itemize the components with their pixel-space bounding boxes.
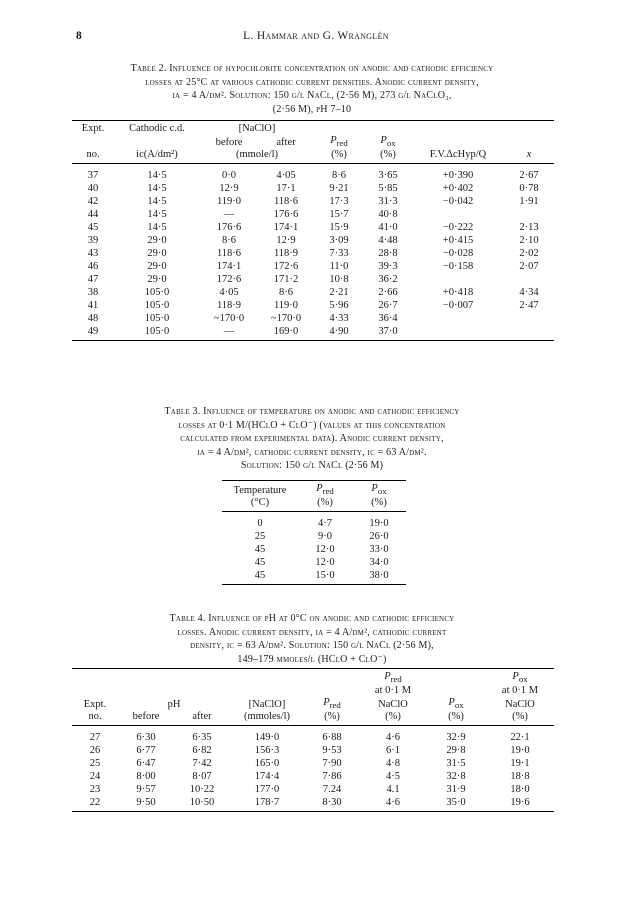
table2-cell (412, 273, 504, 286)
table4-cell: 22·1 (510, 732, 530, 744)
table4-cell: 35·0 (426, 796, 486, 812)
table2-cell: 4·05 (276, 170, 296, 182)
table2-caption-line: losses at 25°C at various cathodic current densities. Anodic current density, (145, 76, 479, 88)
table2-head-pred-unit: (%) (314, 149, 364, 164)
table2-row (72, 221, 554, 234)
table2-head-pox: $P_{ox}$ (380, 135, 396, 149)
table4-cell: 174·4 (254, 771, 280, 783)
table2-cell: 37 (87, 170, 99, 182)
table4-cell: 9·57 (136, 784, 156, 796)
table2-cell: 10·8 (329, 274, 349, 286)
table4-row (72, 726, 554, 745)
table2-cell: 12·9 (219, 183, 239, 195)
table2-cell: 4·33 (329, 313, 349, 325)
table2-head-blank (504, 135, 554, 149)
table2-cell: 105·0 (144, 313, 170, 325)
table2-cell: 8·6 (279, 287, 293, 299)
table2-cell: −0·028 (442, 248, 474, 260)
table3-row (222, 530, 406, 543)
table4-cell: 29·8 (446, 745, 466, 757)
table2-caption (60, 62, 564, 116)
table2-cell: 36·2 (378, 274, 398, 286)
table3-cell: 25 (254, 531, 266, 543)
table2-cell: ~170·0 (213, 313, 245, 325)
table2-cell: 36·4 (378, 313, 398, 325)
table4-head-blank (304, 685, 360, 697)
table3-cell: 45 (222, 569, 298, 585)
table2-cell: 11·0 (329, 261, 349, 273)
table2-row (72, 208, 554, 221)
table3-cell: 9·0 (318, 531, 332, 543)
table4-cell: 6·82 (192, 745, 212, 757)
table2-cell: +0·402 (442, 183, 474, 195)
table4-row (72, 783, 554, 796)
table4-caption-line: 149–179 mmoles/l (HClO + ClO⁻) (237, 653, 387, 665)
table4-cell: 4.1 (386, 784, 400, 796)
table2-cell: 2·10 (519, 235, 539, 247)
table2-head-blank (72, 135, 114, 149)
table2-row (72, 234, 554, 247)
table2-row (72, 299, 554, 312)
table4-head-blank (230, 669, 304, 686)
table2-cell: 2·66 (378, 287, 398, 299)
table2-cell: 2·02 (519, 248, 539, 260)
table2-cell (504, 273, 554, 286)
table3-cell: 34·0 (369, 557, 389, 569)
table2-cell: ~170·0 (270, 313, 302, 325)
table4-head-expt: Expt. (83, 699, 107, 711)
table2-head-blank (412, 121, 504, 136)
table4-head-blank (426, 669, 486, 686)
table2-cell: 17·3 (329, 196, 349, 208)
table4-cell: 177·0 (254, 784, 280, 796)
table2-cell: 14·5 (147, 222, 167, 234)
table2-head-after: after (276, 137, 296, 149)
table4-cell: 6·77 (136, 745, 156, 757)
table3-row (222, 556, 406, 569)
table4-cell: 25 (89, 758, 101, 770)
table4-head-after: after (174, 711, 230, 726)
table4-head-pox01-at: at 0·1 M (501, 685, 539, 697)
table2-cell: −0·042 (442, 196, 474, 208)
table3-head-pox-unit: (%) (352, 497, 406, 512)
table4-cell: 7·42 (192, 758, 212, 770)
table2-body (72, 164, 554, 341)
table2-cell: 0·78 (519, 183, 539, 195)
table2-head-blank (412, 135, 504, 149)
table3-head-pred: $P_{red}$ (298, 481, 352, 498)
table4-caption (100, 612, 524, 666)
table2-cell: 171·2 (273, 274, 299, 286)
table2-cell: 118·9 (273, 248, 299, 260)
table4-head-blank (174, 669, 230, 686)
table3-cell: 45 (254, 557, 266, 569)
table2-cell: 14·5 (147, 196, 167, 208)
table4-cell: 6·1 (386, 745, 400, 757)
table2-cell: 41·0 (378, 222, 398, 234)
table2-cell: 119·0 (216, 196, 242, 208)
table2-caption-line: Table 2. Influence of hypochlorite concentration on anodic and cathodic efficiency (130, 63, 494, 74)
table4-head-pox: $P_{ox}$ (448, 697, 464, 711)
table2-head-blank (504, 121, 554, 136)
table2-cell: 9·21 (329, 183, 349, 195)
table2-cell: 15·7 (329, 209, 349, 221)
table4-cell: 165·0 (254, 758, 280, 770)
table4-head-pred: $P_{red}$ (323, 697, 341, 711)
table2-cell: +0·418 (442, 287, 474, 299)
table4-row (72, 796, 554, 812)
table2-cell (504, 325, 554, 341)
table3-head-temp-unit: (°C) (222, 497, 298, 512)
table2-cell: 43 (87, 248, 99, 260)
table2-cell: −0·007 (442, 300, 474, 312)
table2-cell: 3·65 (378, 170, 398, 182)
table4-cell: 6·35 (192, 732, 212, 744)
table4-cell: 7·86 (322, 771, 342, 783)
table4-head-no: no. (72, 711, 118, 726)
table2-cell: 2·47 (519, 300, 539, 312)
table2-cell: −0·158 (442, 261, 474, 273)
table3-caption-line: ia = 4 A/dm², cathodic current density, ic = 63 A/dm². (197, 446, 427, 458)
table2-head-fv: F.V.ΔcHyp/Q (412, 149, 504, 164)
table4-cell: 4·8 (386, 758, 400, 770)
table2-cell: 40 (87, 183, 99, 195)
table3-body (222, 512, 406, 585)
table2-cell: 172·6 (216, 274, 242, 286)
table4-head-pred01: $P_{red}$ (360, 669, 426, 686)
table2-cell: — (223, 209, 235, 221)
table2-cell: 45 (87, 222, 99, 234)
table4-head-blank (304, 669, 360, 686)
table3-caption-line: Table 3. Influence of temperature on anodic and cathodic efficiency (164, 406, 460, 417)
table3-cell: 12·0 (315, 557, 335, 569)
table2-cell: 29·0 (147, 235, 167, 247)
table4-cell: 4·5 (386, 771, 400, 783)
running-header (76, 30, 556, 46)
table4-cell: 149·0 (254, 732, 280, 744)
table4-cell: 19·0 (510, 745, 530, 757)
table4-cell: 9·50 (118, 796, 174, 812)
table2-row (72, 182, 554, 195)
table4-head-pox01-unit: (%) (486, 711, 554, 726)
table4-cell: 23 (89, 784, 101, 796)
table2-cell (504, 312, 554, 325)
table2-head-expt: Expt. (72, 121, 114, 136)
table3-caption-line: Solution: 150 g/l NaCl (2·56 M) (240, 460, 384, 471)
table2-cell: 38 (87, 287, 99, 299)
table2-cell: 8·6 (332, 170, 346, 182)
table4-cell: 8·07 (192, 771, 212, 783)
table3-caption-line: calculated from experimental data). Anodic current density, (180, 433, 444, 444)
table4-head-blank (230, 685, 304, 697)
table3-cell: 26·0 (369, 531, 389, 543)
table4-cell: 32·8 (446, 771, 466, 783)
table2-cell: −0·222 (442, 222, 474, 234)
table2-cell: 119·0 (273, 300, 299, 312)
table3-cell: 33·0 (369, 544, 389, 556)
table2-caption-line: (2·56 M), pH 7–10 (272, 103, 352, 115)
table2-cell: 41 (87, 300, 99, 312)
table4-cell: 6·30 (136, 732, 156, 744)
table4-cell: 7·90 (322, 758, 342, 770)
table4-cell: 8·00 (136, 771, 156, 783)
table2-cell: 44 (87, 209, 99, 221)
table4-head-pox01-naclo: NaClO (505, 699, 535, 711)
table4-row (72, 757, 554, 770)
table4-cell: 27 (89, 732, 101, 744)
table3-head-pox: $P_{ox}$ (352, 481, 406, 498)
table4-head-pred01-unit: (%) (360, 711, 426, 726)
table3-cell: 12·0 (315, 544, 335, 556)
table2-cell (412, 312, 504, 325)
table4-head-ph: pH (167, 699, 181, 711)
table4-cell: 19·6 (486, 796, 554, 812)
table2-cell: 15·9 (329, 222, 349, 234)
table2-cell: +0·415 (442, 235, 474, 247)
table2-cell: 0·0 (222, 170, 236, 182)
table2-row (72, 247, 554, 260)
table2-head-blank (114, 135, 200, 149)
table2-cell: 1·91 (519, 196, 539, 208)
table2-head-no: no. (72, 149, 114, 164)
table4-cell: 18·8 (510, 771, 530, 783)
table2-cell: 2·13 (519, 222, 539, 234)
table4-cell: 19·1 (510, 758, 530, 770)
table2-cell: 105·0 (114, 325, 200, 341)
table2-head-x: x (504, 149, 554, 164)
table2-cell: 31·3 (378, 196, 398, 208)
running-head-authors: L. Hammar and G. Wranglén (243, 30, 389, 42)
table2-cell: 12·9 (276, 235, 296, 247)
table4-head-blank (72, 685, 118, 697)
table2-head-naclo-unit: (mmole/l) (200, 149, 314, 164)
table2-cell: 4·90 (314, 325, 364, 341)
table3-row (222, 543, 406, 556)
table2-row (72, 260, 554, 273)
table4-head-pox-unit: (%) (426, 711, 486, 726)
table4-cell: 10·50 (174, 796, 230, 812)
table2-cell: 2·21 (329, 287, 349, 299)
table2-cell: 118·9 (216, 300, 242, 312)
table3 (222, 480, 406, 585)
table4-head-blank (72, 669, 118, 686)
table2-cell (412, 208, 504, 221)
table4-cell: 4·6 (360, 796, 426, 812)
table2-cell: — (200, 325, 258, 341)
table3-head-temp: Temperature (222, 481, 298, 498)
table4-cell: 8·30 (304, 796, 360, 812)
table3-row (222, 569, 406, 585)
table4-cell: 4·6 (386, 732, 400, 744)
table2-cell: 42 (87, 196, 99, 208)
table4-cell: 31·9 (446, 784, 466, 796)
table4-cell: 156·3 (254, 745, 280, 757)
table3-cell: 38·0 (352, 569, 406, 585)
table4-cell: 6·88 (322, 732, 342, 744)
table4-cell: 22 (72, 796, 118, 812)
table2-cell: 105·0 (144, 287, 170, 299)
table3-cell: 0 (257, 518, 263, 530)
table2-cell (412, 325, 504, 341)
table3-head-pred-unit: (%) (298, 497, 352, 512)
table2-cell: 39·3 (378, 261, 398, 273)
table2-cell: 29·0 (147, 261, 167, 273)
table2-head-ic-unit: ic(A/dm²) (114, 149, 200, 164)
table4-head-blank (118, 685, 174, 697)
table2-cell: 176·6 (216, 222, 242, 234)
table2-row (72, 325, 554, 341)
table4-cell: 10·22 (189, 784, 215, 796)
table2-cell: +0·390 (442, 170, 474, 182)
table3-caption (100, 405, 524, 473)
table4-cell: 24 (89, 771, 101, 783)
table2-cell: 174·1 (216, 261, 242, 273)
table4-cell: 26 (89, 745, 101, 757)
table4-row (72, 770, 554, 783)
table2-cell: 105·0 (144, 300, 170, 312)
table4-head-before: before (118, 711, 174, 726)
table2-cell: 4·34 (519, 287, 539, 299)
table4-cell: 6·47 (136, 758, 156, 770)
table4-row (72, 744, 554, 757)
table2-cell: 29·0 (147, 274, 167, 286)
table3-cell: 15·0 (298, 569, 352, 585)
table2-cell: 172·6 (273, 261, 299, 273)
table2-head-pred: $P_{red}$ (330, 135, 348, 149)
table2-row (72, 312, 554, 325)
table2-head-naclo: [NaClO] (200, 121, 314, 136)
table2-head-before: before (215, 137, 243, 149)
table2-cell: 28·8 (378, 248, 398, 260)
table4-cell: 18·0 (510, 784, 530, 796)
table4-head-blank (426, 685, 486, 697)
table2-cell: 14·5 (147, 209, 167, 221)
table2-cell: 5·96 (329, 300, 349, 312)
table4-head-pred-unit: (%) (304, 711, 360, 726)
table4-head-naclo-unit: (mmoles/l) (230, 711, 304, 726)
table2-cell: 2·07 (519, 261, 539, 273)
table2-cell: 8·6 (222, 235, 236, 247)
table2-cell: 3·09 (329, 235, 349, 247)
table4-cell: 31·5 (446, 758, 466, 770)
table4-head-blank (118, 669, 174, 686)
table3-cell: 4·7 (318, 518, 332, 530)
table4 (72, 668, 554, 812)
table4-cell: 7.24 (322, 784, 342, 796)
table4-body (72, 726, 554, 812)
table2-head-blank (314, 121, 364, 136)
table4-caption-line: losses. Anodic current density, ia = 4 A/dm², cathodic current (177, 626, 447, 638)
table2-cell: 39 (87, 235, 99, 247)
table2-cell: 7·33 (329, 248, 349, 260)
table2-cell (504, 208, 554, 221)
table2-row (72, 164, 554, 183)
page-number: 8 (76, 30, 82, 42)
table2-head-cathodic: Cathodic c.d. (114, 121, 200, 136)
table4-head-pred01-at: at 0·1 M (374, 685, 412, 697)
table4-caption-line: density, ic = 63 A/dm². Solution: 150 g/l NaCl (2·56 M), (190, 640, 434, 651)
table4-caption-line: Table 4. Influence of pH at 0°C on anodic and cathodic efficiency (169, 613, 455, 624)
table2-cell: 14·5 (147, 170, 167, 182)
table2-cell: 4·05 (219, 287, 239, 299)
table2-cell: 48 (87, 313, 99, 325)
table2-cell: 17·1 (276, 183, 296, 195)
table4-head-pred01-naclo: NaClO (378, 699, 408, 711)
table2-cell: 2·67 (519, 170, 539, 182)
table2-cell: 169·0 (258, 325, 314, 341)
table3-cell: 45 (254, 544, 266, 556)
table2-cell: 47 (87, 274, 99, 286)
table4-cell: 178·7 (230, 796, 304, 812)
table2-row (72, 195, 554, 208)
table4-head-blank (174, 685, 230, 697)
table2-cell: 40·8 (378, 209, 398, 221)
table2-row (72, 286, 554, 299)
table2-head-blank (364, 121, 412, 136)
table4-head-pox01: $P_{ox}$ (486, 669, 554, 686)
table2-head-pox-unit: (%) (364, 149, 412, 164)
table2-cell: 4·48 (378, 235, 398, 247)
table2-cell: 14·5 (147, 183, 167, 195)
table2-cell: 46 (87, 261, 99, 273)
table2-cell: 176·6 (273, 209, 299, 221)
table2-cell: 49 (72, 325, 114, 341)
table2-cell: 118·6 (216, 248, 242, 260)
table2-cell: 5·85 (378, 183, 398, 195)
table4-head-naclo: [NaClO] (248, 699, 286, 711)
table2-cell: 26·7 (378, 300, 398, 312)
table2 (72, 120, 554, 341)
table4-cell: 32·9 (446, 732, 466, 744)
table3-row (222, 512, 406, 531)
table4-cell: 9·53 (322, 745, 342, 757)
table2-cell: 29·0 (147, 248, 167, 260)
table2-cell: 118·6 (273, 196, 299, 208)
table2-cell: 37·0 (364, 325, 412, 341)
table2-cell: 174·1 (273, 222, 299, 234)
table3-caption-line: losses at 0·1 M/(HClO + ClO⁻) (values at this concentration (178, 419, 446, 431)
table2-caption-line: ia = 4 A/dm². Solution: 150 g/l NaCl, (2·56 M), 273 g/l NaClO₃, (172, 90, 452, 101)
table3-cell: 19·0 (369, 518, 389, 530)
table2-row (72, 273, 554, 286)
